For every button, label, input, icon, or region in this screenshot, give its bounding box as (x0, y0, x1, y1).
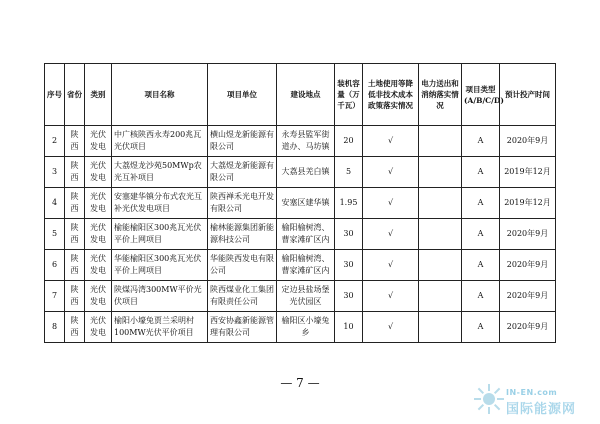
table-row (45, 250, 556, 281)
cell-capacity: 1.95 (335, 188, 363, 219)
table-row (45, 126, 556, 157)
cell-name: 榆阳小壕兔贾兰采明村100MW光伏平价项目 (112, 312, 208, 343)
cell-type: A (462, 281, 500, 312)
header-province: 省份 (65, 64, 85, 126)
cell-power (419, 126, 462, 157)
cell-location: 永寿县監军街道办、马坊镇 (277, 126, 335, 157)
cell-time: 2020年9月 (500, 250, 556, 281)
table-row (45, 281, 556, 312)
sun-logo-icon (472, 382, 506, 416)
header-seq: 序号 (45, 64, 65, 126)
header-power: 电力送出和消纳落实情况 (419, 64, 462, 126)
cell-time: 2019年12月 (500, 157, 556, 188)
cell-location: 大荔县羌白镇 (277, 157, 335, 188)
cell-name: 陕煤冯湾300MW平价光伏项目 (112, 281, 208, 312)
cell-seq: 5 (45, 219, 65, 250)
watermark-logo (472, 382, 590, 418)
table-header-row (45, 64, 556, 126)
cell-type: A (462, 312, 500, 343)
table-row (45, 157, 556, 188)
cell-power (419, 250, 462, 281)
cell-capacity: 30 (335, 281, 363, 312)
cell-power (419, 281, 462, 312)
cell-land: √ (363, 250, 419, 281)
cell-category: 光伏发电 (85, 312, 112, 343)
cell-seq: 2 (45, 126, 65, 157)
cell-name: 中广核陕西永寿200兆瓦光伏项目 (112, 126, 208, 157)
cell-province: 陕西 (65, 250, 85, 281)
cell-unit: 华能陕西发电有限公司 (208, 250, 277, 281)
cell-seq: 7 (45, 281, 65, 312)
cell-type: A (462, 250, 500, 281)
cell-time: 2020年9月 (500, 312, 556, 343)
header-capacity: 装机容量（万千瓦） (335, 64, 363, 126)
table-row (45, 219, 556, 250)
cell-type: A (462, 126, 500, 157)
header-land: 土地使用等降低非技术成本政策落实情况 (363, 64, 419, 126)
header-location: 建设地点 (277, 64, 335, 126)
cell-name: 榆能榆阳区300兆瓦光伏平价上网项目 (112, 219, 208, 250)
cell-capacity: 10 (335, 312, 363, 343)
project-table (44, 63, 556, 343)
cell-power (419, 157, 462, 188)
cell-category: 光伏发电 (85, 157, 112, 188)
cell-unit: 陕西煤业化工集团有限责任公司 (208, 281, 277, 312)
cell-capacity: 30 (335, 219, 363, 250)
cell-capacity: 20 (335, 126, 363, 157)
cell-land: √ (363, 281, 419, 312)
header-name: 项目名称 (112, 64, 208, 126)
cell-location: 榆阳榆树湾、曹家滩矿区内 (277, 219, 335, 250)
table-row (45, 312, 556, 343)
cell-category: 光伏发电 (85, 219, 112, 250)
cell-land: √ (363, 312, 419, 343)
cell-time: 2019年12月 (500, 188, 556, 219)
table-row (45, 188, 556, 219)
cell-time: 2020年9月 (500, 281, 556, 312)
cell-type: A (462, 188, 500, 219)
cell-location: 榆阳区小壕兔乡 (277, 312, 335, 343)
cell-location: 定边县盐场堡光伏园区 (277, 281, 335, 312)
cell-province: 陕西 (65, 312, 85, 343)
cell-time: 2020年9月 (500, 126, 556, 157)
cell-category: 光伏发电 (85, 126, 112, 157)
cell-category: 光伏发电 (85, 250, 112, 281)
cell-category: 光伏发电 (85, 281, 112, 312)
cell-land: √ (363, 219, 419, 250)
cell-time: 2020年9月 (500, 219, 556, 250)
cell-province: 陕西 (65, 281, 85, 312)
cell-name: 华能榆阳区300兆瓦光伏平价上网项目 (112, 250, 208, 281)
header-category: 类别 (85, 64, 112, 126)
header-time: 预计投产时间 (500, 64, 556, 126)
cell-location: 榆阳榆树湾、曹家滩矿区内 (277, 250, 335, 281)
cell-unit: 陕西禅禾光电开发有限公司 (208, 188, 277, 219)
cell-capacity: 5 (335, 157, 363, 188)
cell-province: 陕西 (65, 126, 85, 157)
cell-land: √ (363, 126, 419, 157)
watermark-url: IN-EN.com (506, 388, 558, 397)
cell-power (419, 312, 462, 343)
cell-unit: 榆林能源集团新能源科技公司 (208, 219, 277, 250)
cell-land: √ (363, 188, 419, 219)
cell-seq: 3 (45, 157, 65, 188)
header-type: 项目类型(A/B/C/D) (462, 64, 500, 126)
cell-type: A (462, 219, 500, 250)
cell-power (419, 188, 462, 219)
cell-name: 安塞建华镇分布式农光互补光伏发电项目 (112, 188, 208, 219)
cell-seq: 8 (45, 312, 65, 343)
cell-name: 大荔煜龙沙苑50MWp农光互补项目 (112, 157, 208, 188)
page-number: — 7 — (280, 376, 320, 390)
cell-category: 光伏发电 (85, 188, 112, 219)
cell-power (419, 219, 462, 250)
cell-location: 安塞区建华镇 (277, 188, 335, 219)
cell-province: 陕西 (65, 188, 85, 219)
cell-capacity: 30 (335, 250, 363, 281)
cell-unit: 横山煜龙新能源有限公司 (208, 126, 277, 157)
cell-land: √ (363, 157, 419, 188)
cell-seq: 4 (45, 188, 65, 219)
cell-unit: 大荔煜龙新能源有限公司 (208, 157, 277, 188)
cell-province: 陕西 (65, 157, 85, 188)
cell-seq: 6 (45, 250, 65, 281)
watermark-name: 国际能源网 (506, 402, 577, 417)
cell-type: A (462, 157, 500, 188)
header-unit: 项目单位 (208, 64, 277, 126)
cell-province: 陕西 (65, 219, 85, 250)
cell-unit: 西安协鑫新能源管理有限公司 (208, 312, 277, 343)
